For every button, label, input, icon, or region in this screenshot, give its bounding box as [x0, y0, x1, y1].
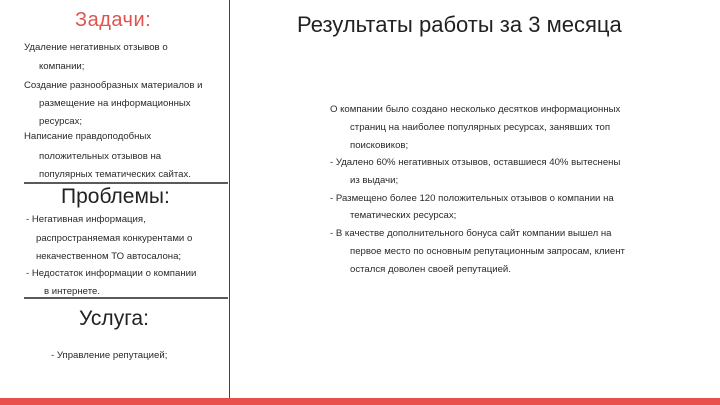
service-line: - Управление репутацией;	[51, 350, 168, 361]
result-line: страниц на наиболее популярных ресурсах, занявших топ	[350, 122, 611, 133]
result-line: из выдачи;	[350, 175, 399, 186]
task-line: размещение на информационных	[39, 98, 191, 109]
task-line: положительных отзывов на	[39, 151, 162, 162]
result-line: поисковиков;	[350, 140, 409, 151]
problem-line: - Недостаток информации о компании	[26, 268, 197, 279]
problem-line: распространяемая конкурентами о	[36, 233, 193, 244]
results-title: Результаты работы за 3 месяца	[297, 12, 622, 37]
problem-line: некачественном ТО автосалона;	[36, 251, 182, 262]
bottom-accent-bar	[0, 398, 720, 405]
problem-line: в интернете.	[44, 286, 100, 297]
result-line: - Размещено более 120 положительных отзывов о компании на	[330, 193, 614, 204]
result-line: тематических ресурсах;	[350, 210, 457, 221]
section-separator	[24, 182, 228, 184]
problems-title: Проблемы:	[61, 185, 170, 208]
problem-line: - Негативная информация,	[26, 214, 146, 225]
task-line: Написание правдоподобных	[24, 131, 152, 142]
result-line: первое место по основным репутационным запросам, клиент	[350, 246, 625, 257]
task-line: Создание разнообразных материалов и	[24, 80, 203, 91]
task-line: Удаление негативных отзывов о	[24, 42, 168, 53]
result-line: - В качестве дополнительного бонуса сайт компании вышел на	[330, 228, 612, 239]
result-line: О компании было создано несколько десятков информационных	[330, 104, 621, 115]
section-separator	[24, 297, 228, 299]
result-line: - Удалено 60% негативных отзывов, оставшиеся 40% вытеснены	[330, 157, 621, 168]
column-divider	[229, 0, 230, 398]
task-line: компании;	[39, 61, 85, 72]
task-line: ресурсах;	[39, 116, 83, 127]
tasks-title: Задачи:	[75, 9, 152, 31]
service-title: Услуга:	[79, 307, 149, 330]
result-line: остался доволен своей репутацией.	[350, 264, 511, 275]
task-line: популярных тематических сайтах.	[39, 169, 191, 180]
